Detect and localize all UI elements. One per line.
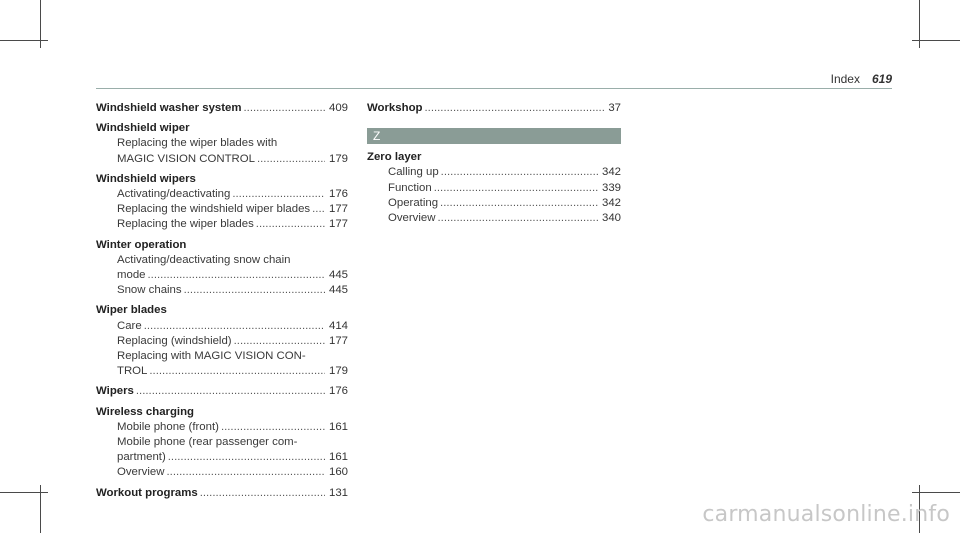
index-entry xyxy=(96,486,348,501)
index-term-line xyxy=(96,384,348,399)
index-entry xyxy=(96,101,348,116)
page-ref: 176 xyxy=(328,385,348,398)
crop-mark xyxy=(0,40,48,41)
subentry-text: Activating/deactivating snow chain xyxy=(117,253,291,266)
page-ref: 176 xyxy=(328,188,348,201)
page-ref: 445 xyxy=(328,284,348,297)
index-term: Workshop xyxy=(367,102,423,114)
page-ref: 409 xyxy=(328,102,348,114)
index-term: Wireless charging xyxy=(96,405,195,418)
page-ref: 177 xyxy=(328,334,348,347)
index-term: Zero layer xyxy=(367,151,422,164)
page-number: 619 xyxy=(871,72,892,86)
index-subentry-line xyxy=(96,253,348,268)
index-subentry-line xyxy=(367,196,621,211)
subentry-text: Replacing with MAGIC VISION CON- xyxy=(117,350,306,363)
subentry-text: Replacing the windshield wiper blades xyxy=(117,203,311,216)
index-term-line xyxy=(96,238,348,253)
index-term: Wiper blades xyxy=(96,304,167,317)
index-entry xyxy=(367,101,621,116)
subentry-text: mode xyxy=(117,269,146,282)
dot-leader xyxy=(168,450,325,465)
index-subentry-line xyxy=(96,319,348,334)
subentry-text: partment) xyxy=(117,451,166,464)
crop-mark xyxy=(0,492,48,493)
subentry-text: Overview xyxy=(388,212,436,225)
subentry-text: MAGIC VISION CONTROL xyxy=(117,152,255,165)
index-subentry-line xyxy=(96,136,348,151)
dot-leader xyxy=(256,217,325,232)
index-term: Windshield wipers xyxy=(96,172,196,185)
index-subentry-line xyxy=(96,465,348,480)
index-subentry-line xyxy=(96,435,348,450)
index-term-line xyxy=(96,121,348,136)
dot-leader xyxy=(144,319,325,334)
subentry-text: Care xyxy=(117,319,142,332)
crop-mark xyxy=(912,40,960,41)
index-subentry-line xyxy=(96,450,348,465)
page-ref: 160 xyxy=(328,466,348,479)
right-entries-after xyxy=(367,150,621,226)
index-term-line xyxy=(96,101,348,116)
subentry-text: Replacing the wiper blades with xyxy=(117,137,278,150)
header-rule xyxy=(96,88,892,89)
page-ref: 177 xyxy=(328,218,348,231)
page-ref: 179 xyxy=(328,152,348,165)
index-subentry-line xyxy=(96,364,348,379)
dot-leader xyxy=(437,211,598,226)
dot-leader xyxy=(232,187,325,202)
dot-leader xyxy=(148,268,325,283)
page-ref: 445 xyxy=(328,269,348,282)
page-ref: 414 xyxy=(328,319,348,332)
subentry-text: Operating xyxy=(388,196,439,209)
page-ref: 161 xyxy=(328,420,348,433)
index-entry xyxy=(96,172,348,233)
subentry-text: Replacing the wiper blades xyxy=(117,218,254,231)
page-ref: 340 xyxy=(601,212,621,225)
subentry-text: Function xyxy=(388,181,432,194)
dot-leader xyxy=(441,165,598,180)
dot-leader xyxy=(312,202,325,217)
subentry-text: Activating/deactivating xyxy=(117,188,231,201)
dot-leader xyxy=(184,283,325,298)
index-subentry-line xyxy=(367,165,621,180)
subentry-text: Mobile phone (rear passenger com- xyxy=(117,436,298,449)
index-subentry-line xyxy=(367,211,621,226)
index-subentry-line xyxy=(96,349,348,364)
page-header xyxy=(831,72,892,86)
index-term: Windshield wiper xyxy=(96,122,190,135)
index-term: Windshield washer system xyxy=(96,102,242,114)
dot-leader xyxy=(136,384,325,399)
watermark: carmanualsonline.info xyxy=(702,502,950,527)
dot-leader xyxy=(149,364,325,379)
index-term-line xyxy=(96,303,348,318)
dot-leader xyxy=(257,152,325,167)
index-subentry-line xyxy=(96,283,348,298)
page-ref: 339 xyxy=(601,181,621,194)
page-ref: 342 xyxy=(601,196,621,209)
header-label: Index xyxy=(830,72,860,86)
crop-mark xyxy=(912,492,960,493)
dot-leader xyxy=(234,334,325,349)
index-entry xyxy=(96,384,348,399)
index-subentry-line xyxy=(96,217,348,232)
index-term: Winter operation xyxy=(96,238,187,251)
page-ref: 342 xyxy=(601,166,621,179)
page-ref: 131 xyxy=(328,486,348,499)
subentry-text: Calling up xyxy=(388,166,439,179)
subentry-text: Snow chains xyxy=(117,284,182,297)
dot-leader xyxy=(424,101,604,116)
section-letter: Z xyxy=(373,129,381,144)
index-entry xyxy=(96,405,348,481)
index-term-line xyxy=(367,101,621,116)
index-entry xyxy=(96,303,348,379)
index-subentry-line xyxy=(96,334,348,349)
index-subentry-line xyxy=(96,202,348,217)
index-subentry-line xyxy=(96,268,348,283)
dot-leader xyxy=(166,465,325,480)
index-term-line xyxy=(96,405,348,420)
index-subentry-line xyxy=(367,181,621,196)
index-entry xyxy=(367,150,621,226)
index-term-line xyxy=(367,150,621,165)
index-term: Wipers xyxy=(96,385,134,398)
page-ref: 161 xyxy=(328,451,348,464)
subentry-text: TROL xyxy=(117,365,148,378)
dot-leader xyxy=(434,181,598,196)
dot-leader xyxy=(200,486,325,501)
dot-leader xyxy=(440,196,598,211)
page-ref: 177 xyxy=(328,203,348,216)
index-entry xyxy=(96,121,348,167)
index-subentry-line xyxy=(96,187,348,202)
subentry-text: Mobile phone (front) xyxy=(117,420,219,433)
page-ref: 179 xyxy=(328,365,348,378)
index-subentry-line xyxy=(96,152,348,167)
index-term-line xyxy=(96,172,348,187)
dot-leader xyxy=(221,420,325,435)
subentry-text: Overview xyxy=(117,466,165,479)
index-column-right xyxy=(367,101,621,231)
index-entry xyxy=(96,238,348,299)
right-entries-before xyxy=(367,101,621,116)
index-subentry-line xyxy=(96,420,348,435)
dot-leader xyxy=(244,101,325,116)
subentry-text: Replacing (windshield) xyxy=(117,334,232,347)
index-column-left xyxy=(96,101,348,506)
page-ref: 37 xyxy=(608,102,621,114)
index-term: Workout programs xyxy=(96,486,198,499)
index-term-line xyxy=(96,486,348,501)
section-letter-bar xyxy=(367,128,621,144)
